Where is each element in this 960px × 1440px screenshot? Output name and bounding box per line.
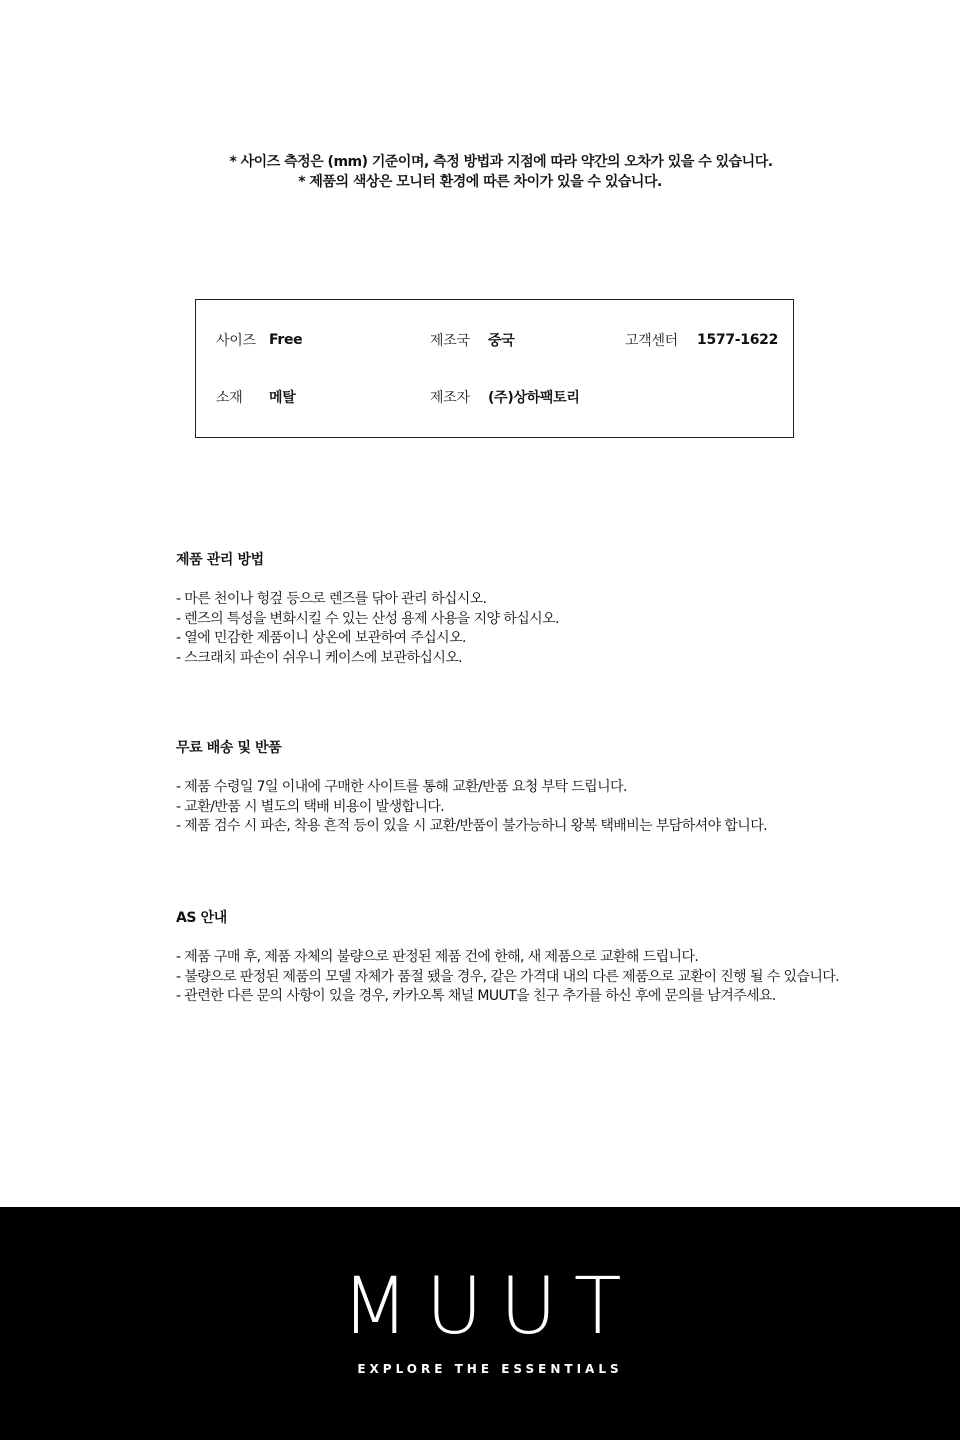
notice-color-difference: * 제품의 색상은 모니터 환경에 따른 차이가 있을 수 있습니다. (298, 174, 662, 190)
product-spec-box (195, 299, 794, 438)
list-item: - 렌즈의 특성을 변화시킬 수 있는 산성 용제 사용을 지양 하십시오. (176, 610, 559, 627)
list-item: - 교환/반품 시 별도의 택배 비용이 발생합니다. (176, 798, 445, 815)
spec-country (430, 330, 515, 350)
spec-material (216, 387, 296, 407)
spec-material-label: 소재 (216, 390, 243, 406)
list-item: - 스크래치 파손이 쉬우니 케이스에 보관하십시오. (176, 649, 463, 666)
brand-footer (0, 1207, 960, 1440)
spec-country-value: 중국 (488, 333, 515, 349)
list-item: - 불량으로 판정된 제품의 모델 자체가 품절 됐을 경우, 같은 가격대 내의 다른 제품으로 교환이 진행 될 수 있습니다. (176, 968, 840, 985)
care-title: 제품 관리 방법 (176, 552, 264, 568)
as-title: AS 안내 (176, 910, 227, 926)
list-item: - 제품 수령일 7일 이내에 구매한 사이트를 통해 교환/반품 요청 부탁 드립니다. (176, 779, 627, 795)
spec-customer-center (625, 330, 779, 350)
shipping-section (176, 738, 936, 837)
spec-customer-center-label: 고객센터 (625, 333, 678, 349)
spec-manufacturer-value: (주)상하팩토리 (488, 390, 580, 406)
as-section (176, 908, 936, 1007)
brand-tagline: EXPLORE THE ESSENTIALS (357, 1362, 623, 1376)
spec-customer-center-value: 1577-1622 (697, 332, 779, 348)
spec-manufacturer-label: 제조자 (430, 390, 470, 406)
as-list (176, 948, 936, 1007)
spec-manufacturer (430, 387, 580, 407)
brand-logo: MUUT (341, 1262, 639, 1352)
notice-block (0, 152, 960, 192)
care-list (176, 590, 936, 668)
shipping-title: 무료 배송 및 반품 (176, 740, 282, 756)
spec-size-value: Free (269, 332, 303, 348)
list-item: - 제품 구매 후, 제품 자체의 불량으로 판정된 제품 건에 한해, 새 제품으로 교환해 드립니다. (176, 949, 699, 965)
spec-material-value: 메탈 (269, 390, 296, 406)
spec-country-label: 제조국 (430, 333, 470, 349)
list-item: - 제품 검수 시 파손, 착용 흔적 등이 있을 시 교환/반품이 불가능하니 왕복 택배비는 부담하셔야 합니다. (176, 818, 767, 834)
list-item: - 마른 천이나 헝겊 등으로 렌즈를 닦아 관리 하십시오. (176, 591, 487, 607)
shipping-list (176, 778, 936, 837)
list-item: - 열에 민감한 제품이니 상온에 보관하여 주십시오. (176, 630, 466, 646)
list-item: - 관련한 다른 문의 사항이 있을 경우, 카카오톡 채널 MUUT을 친구 추가를 하신 후에 문의를 남겨주세요. (176, 988, 776, 1004)
spec-size (216, 330, 303, 350)
spec-size-label: 사이즈 (216, 333, 256, 349)
care-section (176, 550, 936, 668)
notice-size-measurement: * 사이즈 측정은 (mm) 기준이며, 측정 방법과 지점에 따라 약간의 오차가 있을 수 있습니다. (229, 154, 773, 170)
